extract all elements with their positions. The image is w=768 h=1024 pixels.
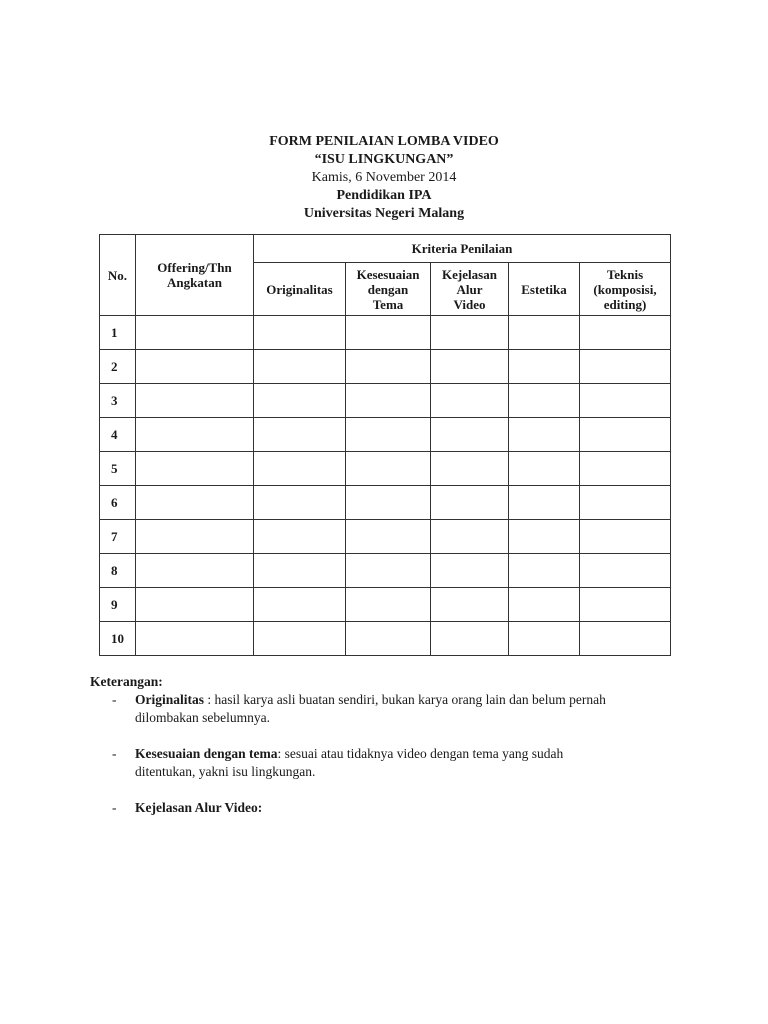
- score-cell: [346, 486, 431, 520]
- score-cell: [580, 520, 671, 554]
- score-cell: [346, 316, 431, 350]
- form-department: Pendidikan IPA: [336, 188, 432, 203]
- score-cell: [346, 418, 431, 452]
- score-cell: [346, 588, 431, 622]
- score-cell: [509, 418, 580, 452]
- score-cell: [136, 622, 254, 656]
- column-header-no-label: No.: [107, 267, 128, 283]
- score-cell: [254, 486, 346, 520]
- row-number: 8: [100, 554, 136, 588]
- score-cell: [431, 486, 509, 520]
- criteria-header-line: dengan: [367, 281, 409, 297]
- row-number: 3: [100, 384, 136, 418]
- score-cell: [346, 622, 431, 656]
- score-cell: [136, 554, 254, 588]
- form-subtitle: “ISU LINGKUNGAN”: [314, 152, 454, 167]
- criteria-group-label: Kriteria Penilaian: [411, 241, 513, 256]
- score-cell: [254, 316, 346, 350]
- score-cell: [580, 316, 671, 350]
- score-cell: [509, 384, 580, 418]
- score-cell: [580, 452, 671, 486]
- score-cell: [254, 622, 346, 656]
- score-cell: [136, 350, 254, 384]
- score-cell: [136, 452, 254, 486]
- note-kesesuaian: [90, 745, 690, 781]
- table-row: [100, 384, 671, 418]
- score-cell: [431, 452, 509, 486]
- table-row: [100, 622, 671, 656]
- table-row: [100, 554, 671, 588]
- table-row: [100, 520, 671, 554]
- score-cell: [509, 452, 580, 486]
- criteria-header-line: Kesesuaian: [356, 266, 420, 282]
- row-number: 9: [100, 588, 136, 622]
- criteria-group-header: [254, 235, 671, 263]
- table-row: [100, 316, 671, 350]
- criteria-header-line: Video: [453, 296, 486, 312]
- score-cell: [580, 418, 671, 452]
- score-cell: [254, 588, 346, 622]
- score-cell: [136, 486, 254, 520]
- score-cell: [509, 520, 580, 554]
- criteria-header-2: [346, 263, 431, 316]
- note-dash: -: [112, 800, 117, 815]
- form-title: FORM PENILAIAN LOMBA VIDEO: [269, 134, 499, 149]
- table-row: [100, 486, 671, 520]
- score-cell: [431, 520, 509, 554]
- note-text-continued: dilombakan sebelumnya.: [135, 710, 270, 725]
- score-cell: [580, 554, 671, 588]
- score-cell: [509, 622, 580, 656]
- score-cell: [254, 350, 346, 384]
- criteria-header-line: editing): [603, 296, 647, 312]
- note-dash: -: [112, 692, 117, 707]
- score-cell: [254, 520, 346, 554]
- score-cell: [431, 588, 509, 622]
- row-number: 2: [100, 350, 136, 384]
- score-cell: [509, 316, 580, 350]
- score-cell: [431, 350, 509, 384]
- score-cell: [346, 384, 431, 418]
- score-cell: [431, 554, 509, 588]
- score-cell: [254, 384, 346, 418]
- criteria-header-line: Kejelasan: [442, 266, 497, 282]
- assessment-table: [99, 234, 671, 656]
- score-cell: [509, 350, 580, 384]
- row-number: 4: [100, 418, 136, 452]
- criteria-header-line: (komposisi,: [593, 281, 657, 297]
- column-header-offering-line1: Offering/Thn: [157, 260, 232, 275]
- criteria-header-5: [580, 263, 671, 316]
- row-number: 5: [100, 452, 136, 486]
- score-cell: [346, 554, 431, 588]
- table-row: [100, 588, 671, 622]
- column-header-offering-line2: Angkatan: [167, 275, 222, 290]
- score-cell: [254, 554, 346, 588]
- score-cell: [431, 622, 509, 656]
- criteria-header-line: Tema: [372, 296, 404, 312]
- score-cell: [580, 384, 671, 418]
- score-cell: [580, 622, 671, 656]
- row-number: 10: [100, 622, 136, 656]
- score-cell: [136, 588, 254, 622]
- note-text: hasil karya asli buatan sendiri, bukan karya orang lain dan belum pernah: [214, 692, 606, 707]
- note-term: Kejelasan Alur Video:: [135, 800, 263, 815]
- score-cell: [580, 350, 671, 384]
- criteria-header-line: Alur: [456, 281, 483, 297]
- criteria-header-line: Estetika: [521, 281, 567, 297]
- criteria-header-line: Originalitas: [266, 281, 333, 297]
- table-row: [100, 350, 671, 384]
- column-header-no: [100, 235, 136, 316]
- score-cell: [136, 316, 254, 350]
- score-cell: [346, 520, 431, 554]
- note-separator: :: [204, 692, 215, 707]
- score-cell: [509, 486, 580, 520]
- score-cell: [136, 418, 254, 452]
- score-cell: [136, 520, 254, 554]
- table-row: [100, 418, 671, 452]
- table-header-row: [100, 235, 671, 263]
- score-cell: [346, 452, 431, 486]
- column-header-offering: [136, 235, 254, 316]
- score-cell: [431, 418, 509, 452]
- criteria-header-1: [254, 263, 346, 316]
- criteria-header-line: Teknis: [606, 266, 644, 282]
- note-term: Kesesuaian dengan tema: [135, 746, 278, 761]
- row-number: 6: [100, 486, 136, 520]
- score-cell: [254, 452, 346, 486]
- score-cell: [509, 588, 580, 622]
- notes-section: [90, 673, 690, 817]
- note-dash: -: [112, 746, 117, 761]
- note-kejelasan: [90, 799, 690, 817]
- note-text: sesuai atau tidaknya video dengan tema yang sudah: [284, 746, 564, 761]
- score-cell: [580, 486, 671, 520]
- note-originalitas: [90, 691, 690, 727]
- row-number: 7: [100, 520, 136, 554]
- notes-title: Keterangan:: [90, 674, 163, 689]
- score-cell: [580, 588, 671, 622]
- note-separator: :: [277, 746, 285, 761]
- form-date: Kamis, 6 November 2014: [311, 170, 457, 185]
- score-cell: [346, 350, 431, 384]
- note-text-continued: ditentukan, yakni isu lingkungan.: [135, 764, 316, 779]
- score-cell: [431, 384, 509, 418]
- note-term: Originalitas: [135, 692, 205, 707]
- score-cell: [254, 418, 346, 452]
- form-university: Universitas Negeri Malang: [303, 206, 465, 221]
- score-cell: [136, 384, 254, 418]
- table-row: [100, 452, 671, 486]
- row-number: 1: [100, 316, 136, 350]
- criteria-header-4: [509, 263, 580, 316]
- score-cell: [509, 554, 580, 588]
- form-header: [0, 133, 768, 223]
- criteria-header-3: [431, 263, 509, 316]
- score-cell: [431, 316, 509, 350]
